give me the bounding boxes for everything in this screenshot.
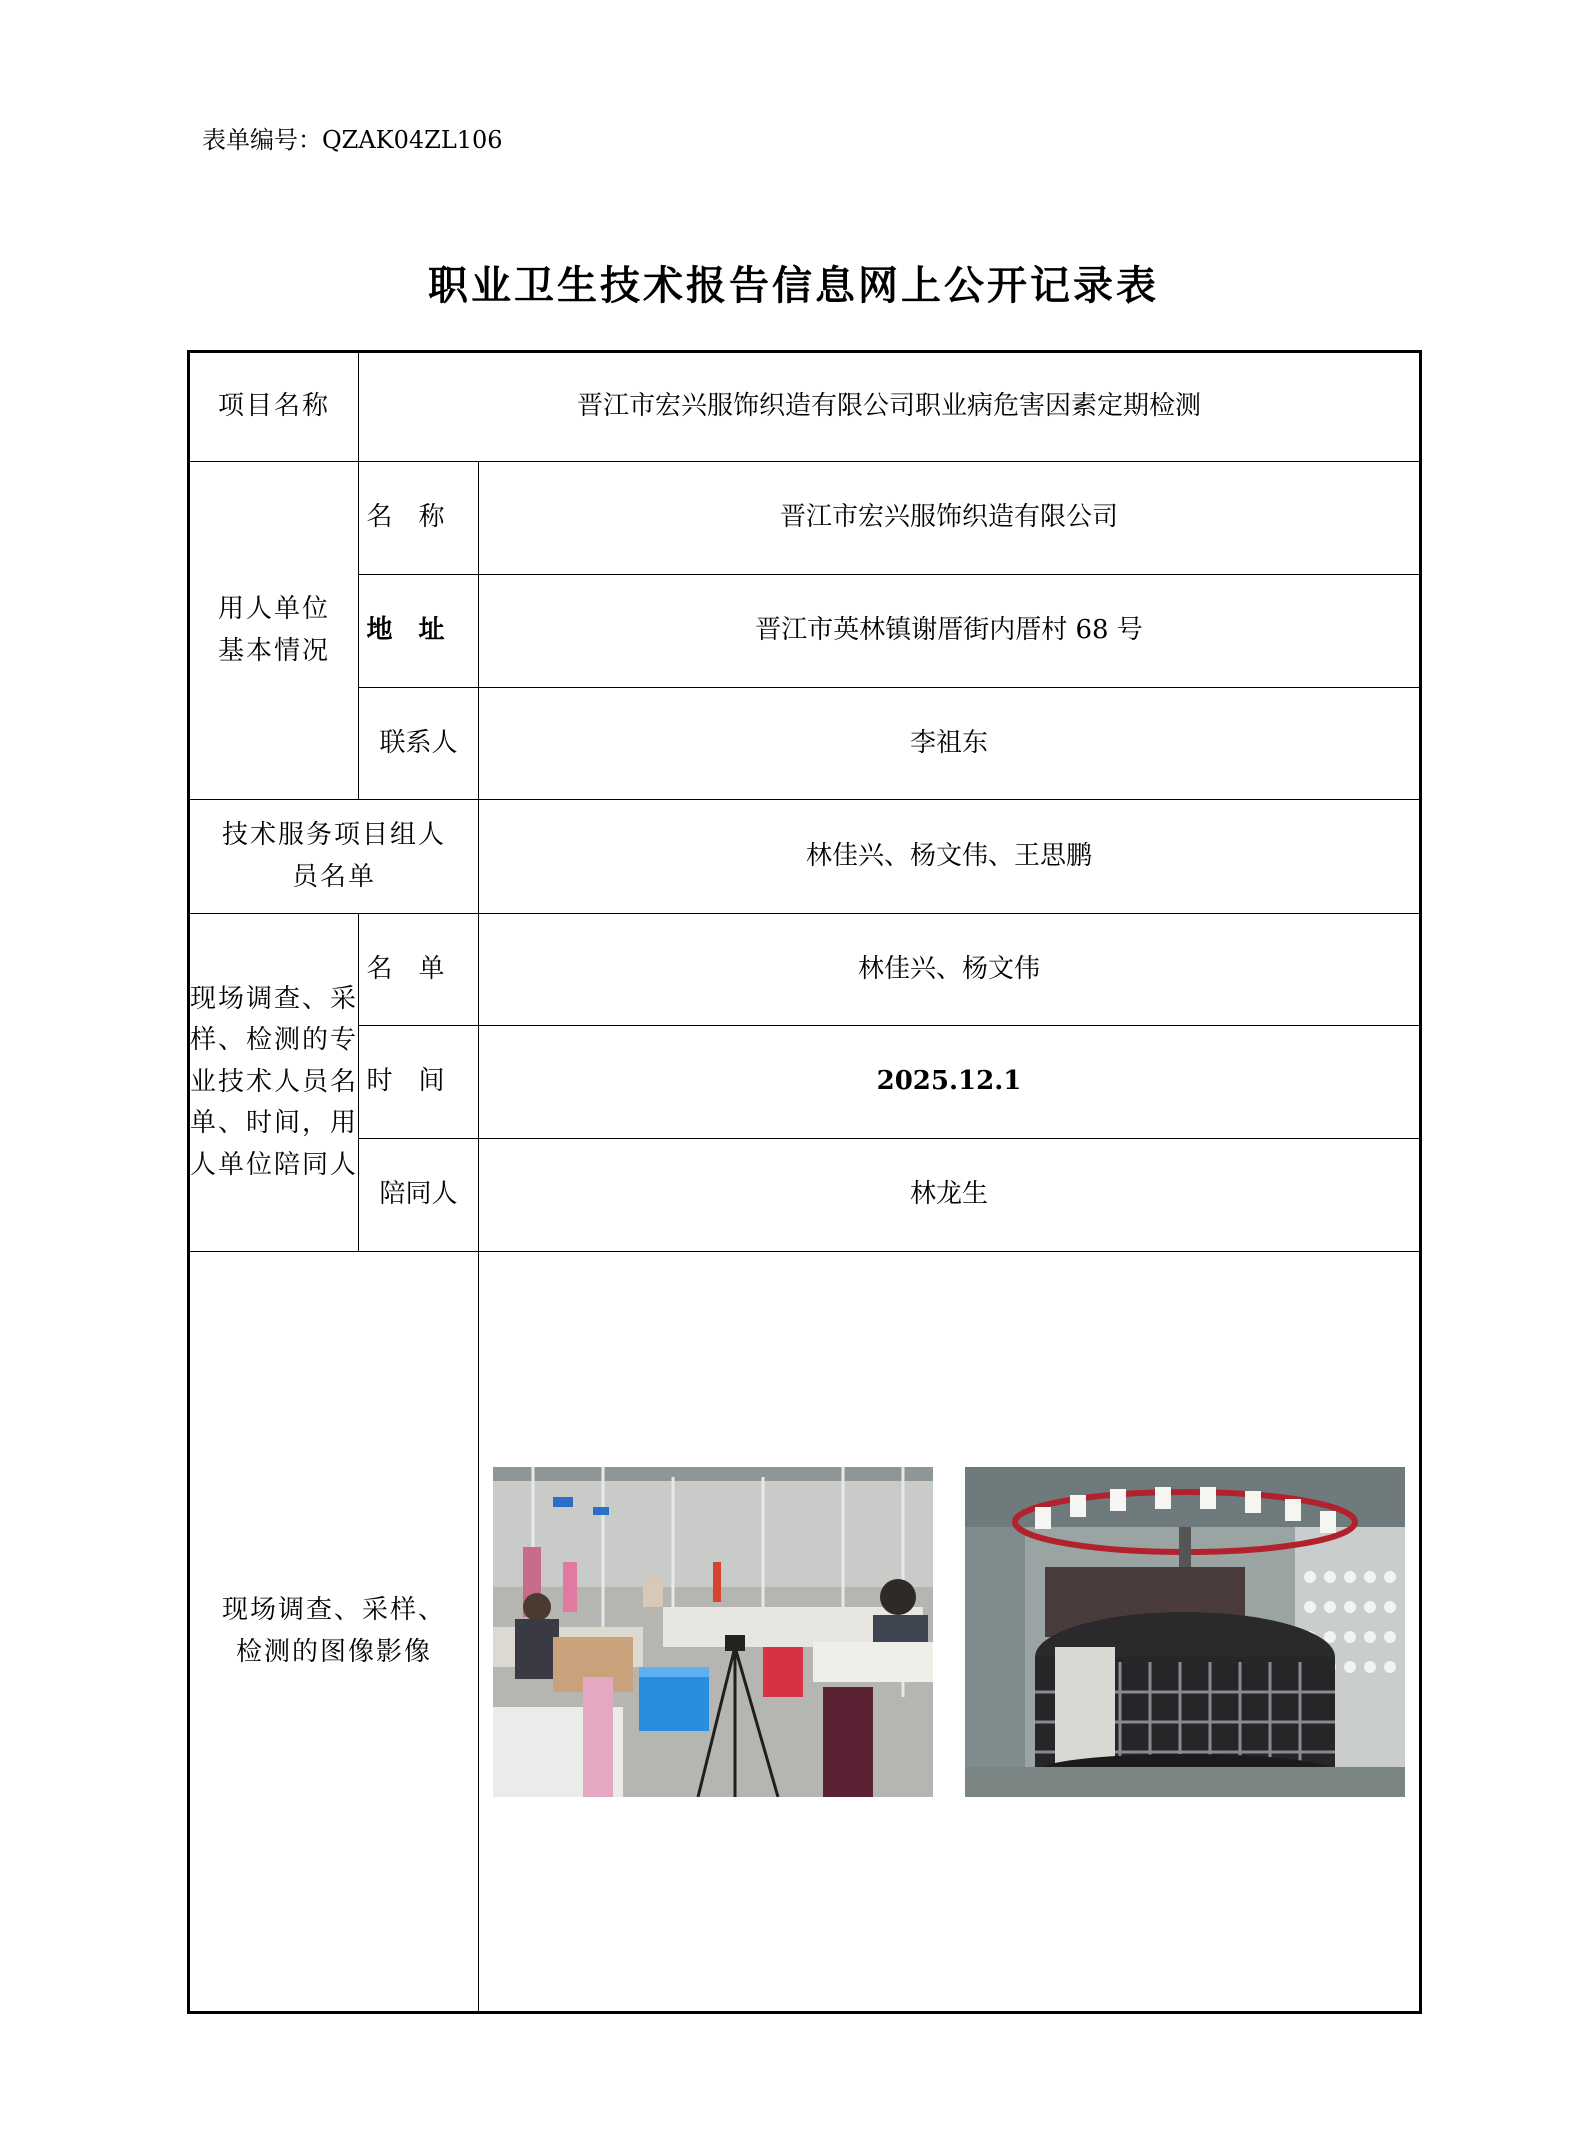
- survey-escort-value: 林龙生: [479, 1139, 1421, 1252]
- knitting-machine-illustration: [965, 1467, 1405, 1797]
- employer-address-label: 地址: [359, 575, 479, 688]
- team-label: 技术服务项目组人员名单: [189, 800, 479, 914]
- employer-contact-value: 李祖东: [479, 688, 1421, 800]
- employer-info-label: 用人单位基本情况: [189, 462, 359, 800]
- document-title: 职业卫生技术报告信息网上公开记录表: [428, 262, 1159, 309]
- team-value: 林佳兴、杨文伟、王思鹏: [479, 800, 1421, 914]
- survey-escort-label: 陪同人: [359, 1139, 479, 1252]
- employer-name-value: 晋江市宏兴服饰织造有限公司: [479, 462, 1421, 575]
- workshop-photo-illustration: [493, 1467, 933, 1797]
- team-row: [189, 800, 1421, 914]
- photo-gallery: [479, 1467, 1419, 1797]
- employer-contact-label: 联系人: [359, 688, 479, 800]
- record-table: [187, 350, 1422, 2014]
- survey-list-row: [189, 914, 1421, 1026]
- images-label: 现场调查、采样、检测的图像影像: [189, 1252, 479, 2013]
- project-name-value: 晋江市宏兴服饰织造有限公司职业病危害因素定期检测: [359, 352, 1421, 462]
- survey-escort-row: [189, 1139, 1421, 1252]
- employer-name-label: 名称: [359, 462, 479, 575]
- survey-list-label: 名单: [359, 914, 479, 1026]
- project-name-label: 项目名称: [189, 352, 359, 462]
- knitting-machine-photo: [965, 1467, 1405, 1797]
- workshop-photo: [493, 1467, 933, 1797]
- survey-time-value: 2025.12.1: [479, 1026, 1421, 1139]
- survey-time-row: [189, 1026, 1421, 1139]
- employer-name-row: [189, 462, 1421, 575]
- project-row: [189, 352, 1421, 462]
- survey-list-value: 林佳兴、杨文伟: [479, 914, 1421, 1026]
- images-cell: [479, 1252, 1421, 2013]
- survey-info-label: 现场调查、采样、检测的专业技术人员名单、时间，用人单位陪同人: [189, 914, 359, 1252]
- survey-time-label: 时间: [359, 1026, 479, 1139]
- employer-address-row: [189, 575, 1421, 688]
- employer-address-value: 晋江市英林镇谢厝街内厝村 68 号: [479, 575, 1421, 688]
- employer-contact-row: [189, 688, 1421, 800]
- form-number: 表单编号：QZAK04ZL106: [202, 126, 503, 154]
- images-row: [189, 1252, 1421, 2013]
